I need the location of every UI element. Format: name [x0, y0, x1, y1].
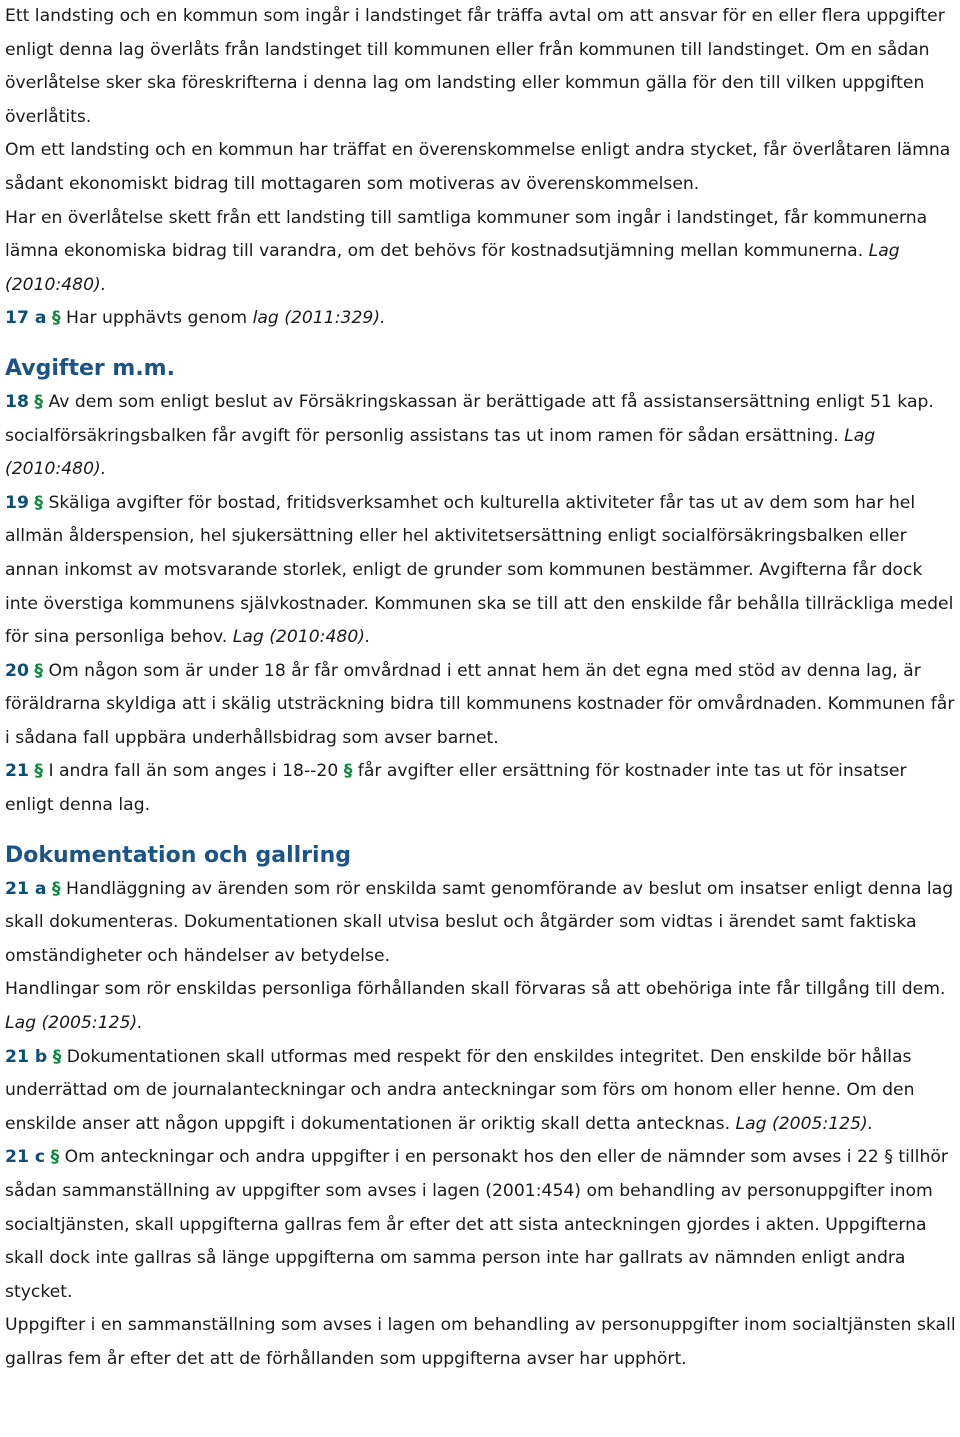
section-21c	[5, 1141, 956, 1309]
section-sign-link[interactable]: §	[34, 761, 43, 782]
section-text: Skäliga avgifter för bostad, fritidsverksamhet och kulturella aktiviteter får tas ut av dem som har hel allmän ålderspension, hel sjukersättning eller hel aktivitetsersättning enligt socialförsäkringsbalken eller annan inkomst av motsvarande storlek, enligt de grunder som kommunen bestämmer. Avgifterna får dock inte överstiga kommunens självkostnader. Kommunen ska se till att den enskilde får behålla tillräckliga medel för sina personliga behov.	[5, 492, 954, 648]
section-17a	[5, 302, 956, 336]
section-text: Handläggning av ärenden som rör enskilda samt genomförande av beslut om insatser enligt denna lag skall dokumenteras. Dokumentationen skall utvisa beslut och åtgärder som vidtas i ärendet samt faktiska omständigheter och händelser av betydelse.	[5, 878, 954, 966]
paragraph-text: Uppgifter i en sammanställning som avses i lagen om behandling av personuppgifter inom socialtjänsten skall gallras fem år efter det att de förhållanden som uppgifterna avser har upphört.	[5, 1315, 956, 1369]
section-text: Om någon som är under 18 år får omvårdnad i ett annat hem än det egna med stöd av denna lag, är föräldrarna skyldiga att i skälig utsträckning bidra till kommunens kostnader för omvårdnaden. Kommunen får i sådana fall uppbära underhållsbidrag som avser barnet.	[5, 660, 955, 748]
section-21a	[5, 873, 956, 974]
section-number-link[interactable]: 19	[5, 492, 29, 513]
section-text: Om anteckningar och andra uppgifter i en personakt hos den eller de nämnder som avses i 22 § tillhör sådan sammanställning av uppgifter som avses i lagen (2001:454) om behandling av personuppgifter inom socialtjänsten, skall uppgifterna gallras fem år efter det att sista anteckningen gjordes i akten. Uppgifterna skall dock inte gallras så länge uppgifterna om samma person inte har gallrats av nämnden enligt andra stycket.	[5, 1147, 948, 1302]
law-reference: Lag (2010:480).	[5, 241, 900, 295]
section-21	[5, 755, 956, 822]
section-19	[5, 487, 956, 655]
section-21a-paragraph-2	[5, 973, 956, 1040]
heading-avgifter: Avgifter m.m.	[5, 355, 175, 381]
section-sign-link[interactable]: §	[51, 878, 61, 899]
section-number-link[interactable]: 17 a	[5, 308, 47, 329]
law-reference: Lag (2010:480).	[232, 627, 371, 648]
section-number-link[interactable]: 21 a	[5, 878, 47, 899]
heading-dokumentation: Dokumentation och gallring	[5, 842, 351, 868]
section-number-link[interactable]: 21	[5, 761, 29, 782]
paragraph-text: Om ett landsting och en kommun har träffat en överenskommelse enligt andra stycket, får överlåtaren lämna sådant ekonomiskt bidrag till mottagaren som motiveras av överenskommelsen.	[5, 140, 951, 194]
law-reference: Lag (2005:125).	[5, 1013, 143, 1034]
section-number-link[interactable]: 21 c	[5, 1147, 46, 1168]
section-18	[5, 386, 956, 487]
section-sign-link[interactable]: §	[343, 761, 353, 782]
intro-paragraph	[5, 202, 956, 303]
section-number-link[interactable]: 20	[5, 660, 29, 681]
section-sign-link[interactable]: §	[51, 308, 61, 329]
section-sign-link[interactable]: §	[52, 1046, 62, 1067]
paragraph-text: Handlingar som rör enskildas personliga förhållanden skall förvaras så att obehöriga inte får tillgång till dem.	[5, 979, 946, 1000]
section-text: Har upphävts genom	[60, 308, 253, 329]
section-sign-link[interactable]: §	[34, 660, 43, 681]
law-reference: Lag (2005:125).	[735, 1113, 874, 1134]
section-number-link[interactable]: 21 b	[5, 1046, 48, 1067]
intro-paragraph	[5, 134, 956, 201]
section-sign-link[interactable]: §	[34, 492, 43, 513]
paragraph-text: Har en överlåtelse skett från ett landsting till samtliga kommuner som ingår i landstinget, får kommunerna lämna ekonomiska bidrag till varandra, om det behövs för kostnadsutjämning mellan kommunerna.	[5, 207, 928, 262]
section-sign-link[interactable]: §	[34, 391, 43, 412]
law-reference: Lag (2010:480).	[5, 425, 876, 480]
section-text: Av dem som enligt beslut av Försäkringskassan är berättigade att få assistansersättning enligt 51 kap. socialförsäkringsbalken får avgift för personlig assistans tas ut inom ramen för sådan ersättning.	[5, 391, 934, 446]
section-20	[5, 655, 956, 756]
section-text: I andra fall än som anges i 18--20	[42, 761, 344, 782]
section-21c-paragraph-2	[5, 1309, 956, 1376]
section-sign-link[interactable]: §	[50, 1147, 60, 1168]
section-text: får avgifter eller ersättning för kostnader inte tas ut för insatser enligt denna lag.	[5, 761, 907, 816]
section-text: Dokumentationen skall utformas med respekt för den enskildes integritet. Den enskilde bör hållas underrättad om de journalanteckningar och andra anteckningar som förs om honom eller henne. Om den enskilde anser att någon uppgift i dokumentationen är oriktig skall detta antecknas.	[5, 1046, 915, 1134]
intro-paragraph	[5, 0, 956, 134]
law-reference: lag (2011:329).	[252, 308, 386, 329]
paragraph-text: Ett landsting och en kommun som ingår i landstinget får träffa avtal om att ansvar för en eller flera uppgifter enligt denna lag överlåts från landstinget till kommunen eller från kommunen till landstinget. Om en sådan överlåtelse sker ska föreskrifterna i denna lag om landsting eller kommun gälla för den till vilken uppgiften överlåtits.	[5, 6, 945, 127]
section-number-link[interactable]: 18	[5, 391, 29, 412]
section-21b	[5, 1041, 956, 1142]
